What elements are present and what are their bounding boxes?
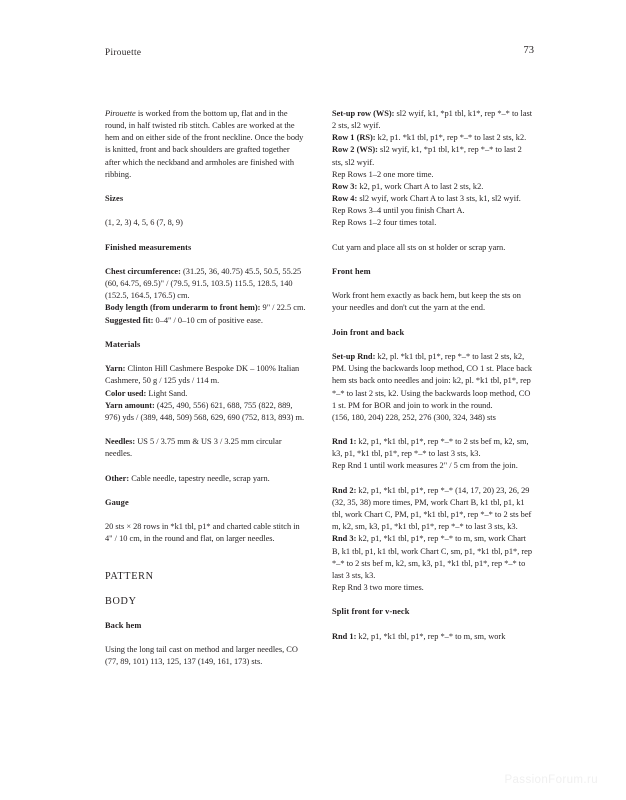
page-number: 73	[523, 45, 534, 56]
body-length-value: 9" / 22.5 cm.	[260, 303, 306, 313]
intro-rest: is worked from the bottom up, flat and in the round, in half twisted rib stitch. Cables are worked at the hem and on either side of the front neckline. Once the body is knitted, front and back shoulders are grafted together after which the neckband and armholes are finished with ribbing.	[105, 109, 304, 179]
left-column	[105, 108, 306, 768]
row-4	[332, 193, 533, 205]
rep-rows-1-2-four-times: Rep Rows 1–2 four times total.	[332, 218, 437, 228]
heading-front-hem: Front hem	[332, 267, 371, 276]
heading-gauge: Gauge	[105, 497, 129, 507]
heading-materials: Materials	[105, 339, 141, 349]
row-2-label: Row 2 (WS):	[332, 145, 378, 155]
yarn-amount-value: (425, 490, 556) 621, 688, 755 (822, 889, 976) yds / (389, 448, 509) 568, 629, 690 (752, 813, 893) m.	[105, 400, 305, 422]
heading-finished-measurements: Finished measurements	[105, 242, 192, 252]
needles-value: US 5 / 3.75 mm & US 3 / 3.25 mm circular needles.	[105, 437, 282, 459]
heading-pattern: PATTERN	[105, 570, 154, 582]
chest-circumference	[105, 266, 306, 302]
join-stitch-counts: (156, 180, 204) 228, 252, 276 (300, 324, 348) sts	[332, 412, 496, 422]
join-rnd-2	[332, 485, 533, 534]
site-watermark: PassionForum.ru	[504, 774, 598, 786]
color-used-label: Color used:	[105, 388, 147, 398]
join-rnd-1-rep: Rep Rnd 1 until work measures 2" / 5 cm from the join.	[332, 461, 518, 471]
join-rnd-3-rep: Rep Rnd 3 two more times.	[332, 582, 424, 592]
heading-body: BODY	[105, 595, 137, 607]
yarn-amount-label: Yarn amount:	[105, 400, 155, 410]
split-rnd-1-value: k2, p1, *k1 tbl, p1*, rep *–* to m, sm, work	[356, 631, 506, 641]
join-setup-rnd	[332, 351, 533, 412]
join-rnd-1-label: Rnd 1:	[332, 437, 357, 447]
join-setup-rnd-label: Set-up Rnd:	[332, 352, 376, 362]
row-1-value: k2, p1. *k1 tbl, p1*, rep *–* to last 2 sts, k2.	[375, 133, 527, 143]
split-rnd-1-label: Rnd 1:	[332, 631, 357, 641]
row-4-label: Row 4:	[332, 194, 358, 204]
yarn	[105, 363, 306, 387]
cut-yarn-text: Cut yarn and place all sts on st holder or scrap yarn.	[332, 242, 506, 252]
heading-back-hem: Back hem	[105, 621, 142, 631]
split-rnd-1	[332, 631, 533, 643]
body-length	[105, 302, 306, 314]
rep-rows-1-2: Rep Rows 1–2 one more time.	[332, 169, 434, 179]
intro-paragraph	[105, 108, 306, 181]
front-hem-text: Work front hem exactly as back hem, but keep the sts on your needles and don't cut the yarn at the end.	[332, 291, 521, 313]
text-columns	[105, 108, 533, 768]
chest-circumference-value: (31.25, 36, 40.75) 45.5, 50.5, 55.25 (60, 64.75, 69.5)" / (79.5, 91.5, 103.5) 115.5, 128.5, 140 (152.5, 164.5, 176.5) cm.	[105, 266, 302, 301]
color-used-value: Light Sand.	[146, 388, 188, 398]
yarn-value: Clinton Hill Cashmere Bespoke DK – 100% Italian Cashmere, 50 g / 125 yds / 114 m.	[105, 364, 300, 386]
row-3	[332, 181, 533, 193]
row-2	[332, 144, 533, 168]
suggested-fit	[105, 315, 306, 327]
heading-join-front-and-back: Join front and back	[332, 327, 405, 337]
join-rnd-1-value: k2, p1, *k1 tbl, p1*, rep *–* to 2 sts bef m, k2, sm, k3, p1, *k1 tbl, p1*, rep *–* to last 3 sts, k3.	[332, 437, 529, 459]
heading-split-front-for-v-neck: Split front for v-neck	[332, 607, 410, 617]
other-notions-value: Cable needle, tapestry needle, scrap yarn.	[129, 473, 270, 483]
gauge-text: 20 sts × 28 rows in *k1 tbl, p1* and charted cable stitch in 4" / 10 cm, in the round and flat, on larger needles.	[105, 522, 300, 544]
join-rnd-3	[332, 533, 533, 582]
row-2-value: sl2 wyif, k1, *p1 tbl, k1*, rep *–* to last 2 sts, sl2 wyif.	[332, 145, 522, 167]
join-setup-rnd-value: k2, pl. *k1 tbl, p1*, rep *–* to last 2 sts, k2, PM. Using the backwards loop method, CO 1 st. Place back hem sts back onto needles and join: k2, pl. *k1 tbl, p1*, rep *–* to last 2 sts, k2. Using the backwards loop method, CO 1 st. PM for BOR and join to work in the round.	[332, 352, 532, 410]
row-1	[332, 132, 533, 144]
rep-rows-3-4: Rep Rows 3–4 until you finish Chart A.	[332, 206, 465, 216]
needles-label: Needles:	[105, 437, 136, 447]
right-column	[332, 108, 533, 768]
heading-sizes: Sizes	[105, 194, 124, 204]
row-1-label: Row 1 (RS):	[332, 133, 376, 143]
setup-row-value: sl2 wyif, k1, *p1 tbl, k1*, rep *–* to last 2 sts, sl2 wyif.	[332, 109, 533, 131]
yarn-amount	[105, 400, 306, 424]
join-rnd-3-label: Rnd 3:	[332, 534, 357, 544]
running-head: Pirouette	[105, 47, 142, 57]
join-rnd-2-label: Rnd 2:	[332, 485, 357, 495]
color-used	[105, 388, 306, 400]
back-hem-text: Using the long tail cast on method and larger needles, CO (77, 89, 101) 113, 125, 137 (149, 161, 173) sts.	[105, 645, 298, 667]
chest-circumference-label: Chest circumference:	[105, 266, 181, 276]
needles	[105, 436, 306, 460]
body-length-label: Body length (from underarm to front hem):	[105, 303, 261, 313]
other-notions-label: Other:	[105, 473, 130, 483]
setup-row	[332, 108, 533, 132]
setup-row-label: Set-up row (WS):	[332, 109, 395, 118]
row-4-value: sl2 wyif, work Chart A to last 3 sts, k1, sl2 wyif.	[357, 194, 521, 204]
join-rnd-1	[332, 436, 533, 460]
intro-italic-lead: Pirouette	[105, 109, 136, 118]
other-notions	[105, 473, 306, 485]
row-3-label: Row 3:	[332, 181, 358, 191]
join-rnd-3-value: k2, p1, *k1 tbl, p1*, rep *–* to m, sm, work Chart B, k1 tbl, p1, k1 tbl, work Chart C, sm, p1, *k1 tbl, p1*, rep *–* to 2 sts bef m, k2, sm, k3, p1, *k1 tbl, p1*, rep *–* to last 3 sts, k3.	[332, 534, 533, 580]
join-rnd-2-value: k2, p1, *k1 tbl, p1*, rep *–* (14, 17, 20) 23, 26, 29 (32, 35, 38) more times, PM, work Chart B, k1 tbl, p1, k1 tbl, work Chart C, PM, p1, *k1 tbl, p1*, rep *–* to 2 sts bef m, k2, sm, k3, p1, *k1 tbl, p1*, rep *–* to last 3 sts, k3.	[332, 485, 532, 532]
sizes-text: (1, 2, 3) 4, 5, 6 (7, 8, 9)	[105, 218, 183, 228]
suggested-fit-label: Suggested fit:	[105, 315, 154, 325]
suggested-fit-value: 0–4" / 0–10 cm of positive ease.	[153, 315, 263, 325]
row-3-value: k2, p1, work Chart A to last 2 sts, k2.	[357, 181, 484, 191]
yarn-label: Yarn:	[105, 364, 126, 374]
